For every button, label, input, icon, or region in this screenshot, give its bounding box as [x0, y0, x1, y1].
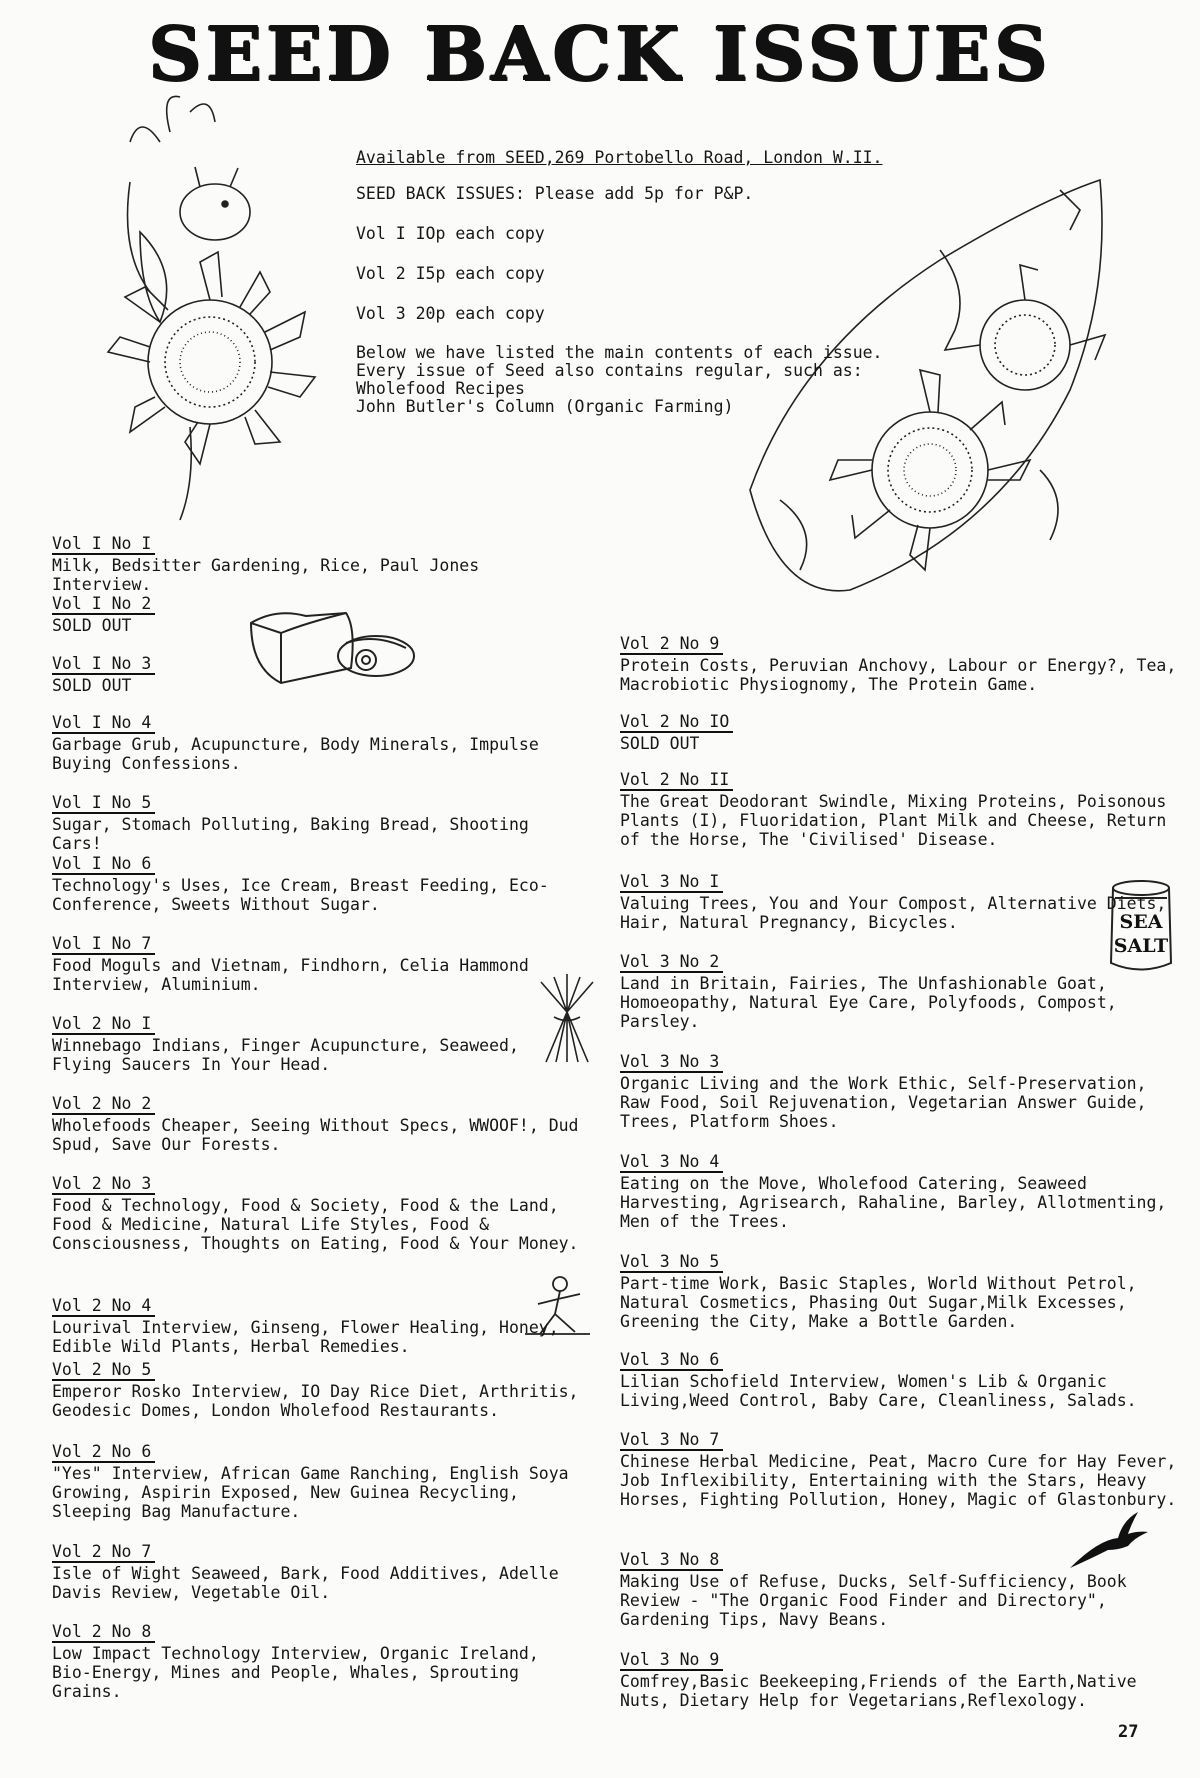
- issue-heading: Vol 3 No 2: [620, 952, 723, 973]
- issue-heading: Vol 3 No 6: [620, 1350, 723, 1371]
- issue-entry: [52, 534, 582, 594]
- issue-entry: [620, 1650, 1180, 1710]
- issue-entry: [620, 634, 1180, 694]
- issue-contents: Chinese Herbal Medicine, Peat, Macro Cure for Hay Fever, Job Inflexibility, Entertaining with the Stars, Heavy Horses, Fighting Pollution, Honey, Magic of Glastonbury.: [620, 1452, 1177, 1509]
- issue-contents: SOLD OUT: [52, 616, 132, 635]
- issue-heading: Vol 2 No 2: [52, 1094, 155, 1115]
- issue-entry: [620, 770, 1180, 849]
- issue-entry: [52, 654, 582, 695]
- issue-contents: Garbage Grub, Acupuncture, Body Minerals, Impulse Buying Confessions.: [52, 735, 539, 773]
- issue-entry: [620, 1430, 1180, 1509]
- issue-contents: Organic Living and the Work Ethic, Self-Preservation, Raw Food, Soil Rejuvenation, Vegetarian Answer Guide, Trees, Platform Shoes.: [620, 1074, 1147, 1131]
- issue-contents: Wholefoods Cheaper, Seeing Without Specs, WWOOF!, Dud Spud, Save Our Forests.: [52, 1116, 579, 1154]
- issue-entry: [52, 854, 582, 914]
- sea-salt-label-top: SEA: [1119, 911, 1163, 933]
- issue-heading: Vol 2 No 4: [52, 1296, 155, 1317]
- issue-heading: Vol 2 No 9: [620, 634, 723, 655]
- issue-heading: Vol I No 5: [52, 793, 155, 814]
- issue-contents: Eating on the Move, Wholefood Catering, Seaweed Harvesting, Agrisearch, Rahaline, Barley, Allotmenting, Men of the Trees.: [620, 1174, 1167, 1231]
- issue-contents: Comfrey,Basic Beekeeping,Friends of the Earth,Native Nuts, Dietary Help for Vegetarians,Reflexology.: [620, 1672, 1137, 1710]
- issue-contents: Technology's Uses, Ice Cream, Breast Feeding, Eco-Conference, Sweets Without Sugar.: [52, 876, 549, 914]
- issue-heading: Vol I No 4: [52, 713, 155, 734]
- page-title: SEED BACK ISSUES: [148, 12, 1052, 98]
- order-address: Available from SEED,269 Portobello Road, London W.II.: [356, 148, 883, 167]
- issue-entry: [52, 1622, 582, 1701]
- issue-heading: Vol 3 No 4: [620, 1152, 723, 1173]
- issue-contents: Land in Britain, Fairies, The Unfashionable Goat, Homoeopathy, Natural Eye Care, Polyfoods, Compost, Parsley.: [620, 974, 1117, 1031]
- issue-contents: Emperor Rosko Interview, IO Day Rice Diet, Arthritis, Geodesic Domes, London Wholefood Restaurants.: [52, 1382, 579, 1420]
- sunflower-rabbit-illustration: [100, 92, 330, 522]
- issue-heading: Vol I No 6: [52, 854, 155, 875]
- issue-heading: Vol 3 No I: [620, 872, 723, 893]
- issue-heading: Vol 3 No 5: [620, 1252, 723, 1273]
- issue-contents: "Yes" Interview, African Game Ranching, English Soya Growing, Aspirin Exposed, New Guinea Recycling, Sleeping Bag Manufacture.: [52, 1464, 569, 1521]
- issue-heading: Vol I No 3: [52, 654, 155, 675]
- issue-entry: [52, 1094, 582, 1154]
- page-number: 27: [1118, 1722, 1139, 1742]
- issue-contents: Sugar, Stomach Polluting, Baking Bread, Shooting Cars!: [52, 815, 529, 853]
- issue-heading: Vol 3 No 7: [620, 1430, 723, 1451]
- issue-heading: Vol I No 7: [52, 934, 155, 955]
- issue-entry: [620, 1550, 1180, 1629]
- sea-salt-label-bottom: SALT: [1113, 935, 1169, 957]
- issue-heading: Vol 2 No II: [620, 770, 733, 791]
- contents-note-line: Below we have listed the main contents of each issue.: [356, 343, 883, 362]
- contents-note-line: Wholefood Recipes: [356, 379, 525, 398]
- issue-entry: [52, 1174, 582, 1253]
- contents-note-line: Every issue of Seed also contains regular, such as:: [356, 361, 863, 380]
- issue-entry: [620, 1152, 1180, 1231]
- issue-entry: [620, 1350, 1180, 1410]
- issue-heading: Vol 2 No 8: [52, 1622, 155, 1643]
- issue-entry: [52, 1542, 582, 1602]
- postage-note: SEED BACK ISSUES: Please add 5p for P&P.: [356, 184, 754, 203]
- issue-entry: [52, 1296, 582, 1356]
- issue-contents: Protein Costs, Peruvian Anchovy, Labour or Energy?, Tea, Macrobiotic Physiognomy, The Protein Game.: [620, 656, 1177, 694]
- issue-entry: [620, 1052, 1180, 1131]
- issue-entry: [52, 1014, 582, 1074]
- issue-heading: Vol 2 No IO: [620, 712, 733, 733]
- issue-contents: Valuing Trees, You and Your Compost, Alternative Diets, Hair, Natural Pregnancy, Bicycles.: [620, 894, 1167, 932]
- issue-contents: Lilian Schofield Interview, Women's Lib & Organic Living,Weed Control, Baby Care, Cleanliness, Salads.: [620, 1372, 1137, 1410]
- issue-heading: Vol I No I: [52, 534, 155, 555]
- issue-heading: Vol 3 No 3: [620, 1052, 723, 1073]
- issue-entry: [620, 1252, 1180, 1331]
- issue-contents: Food Moguls and Vietnam, Findhorn, Celia Hammond Interview, Aluminium.: [52, 956, 529, 994]
- issue-entry: [620, 952, 1180, 1031]
- issue-contents: SOLD OUT: [52, 676, 132, 695]
- issue-entry: [620, 872, 1180, 932]
- contents-note-line: John Butler's Column (Organic Farming): [356, 397, 734, 416]
- intro-block: [356, 148, 916, 416]
- issue-heading: Vol 2 No I: [52, 1014, 155, 1035]
- issue-entry: [52, 1360, 582, 1420]
- issue-contents: Lourival Interview, Ginseng, Flower Healing, Honey, Edible Wild Plants, Herbal Remedies.: [52, 1318, 559, 1356]
- issue-contents: Milk, Bedsitter Gardening, Rice, Paul Jones Interview.: [52, 556, 480, 594]
- issue-contents: Food & Technology, Food & Society, Food & the Land, Food & Medicine, Natural Life Styles, Food & Consciousness, Thoughts on Eating, Food & Your Money.: [52, 1196, 579, 1253]
- issue-contents: Making Use of Refuse, Ducks, Self-Sufficiency, Book Review - "The Organic Food Finder and Directory", Gardening Tips, Navy Beans.: [620, 1572, 1127, 1629]
- issue-heading: Vol 2 No 7: [52, 1542, 155, 1563]
- issue-entry: [620, 712, 1180, 753]
- issue-contents: Isle of Wight Seaweed, Bark, Food Additives, Adelle Davis Review, Vegetable Oil.: [52, 1564, 559, 1602]
- issue-heading: Vol 3 No 8: [620, 1550, 723, 1571]
- price-vol-2: Vol 2 I5p each copy: [356, 264, 545, 283]
- issue-entry: [52, 1442, 582, 1521]
- issue-entry: [52, 934, 582, 994]
- issue-contents: Part-time Work, Basic Staples, World Without Petrol, Natural Cosmetics, Phasing Out Sugar,Milk Excesses, Greening the City, Make a Bottle Garden.: [620, 1274, 1137, 1331]
- issue-heading: Vol 3 No 9: [620, 1650, 723, 1671]
- issue-heading: Vol 2 No 6: [52, 1442, 155, 1463]
- issue-contents: SOLD OUT: [620, 734, 700, 753]
- price-vol-1: Vol I IOp each copy: [356, 224, 545, 243]
- issue-entry: [52, 594, 582, 635]
- issue-contents: Winnebago Indians, Finger Acupuncture, Seaweed, Flying Saucers In Your Head.: [52, 1036, 519, 1074]
- issue-entry: [52, 793, 582, 853]
- issue-heading: Vol 2 No 5: [52, 1360, 155, 1381]
- price-vol-3: Vol 3 20p each copy: [356, 304, 545, 323]
- issue-heading: Vol I No 2: [52, 594, 155, 615]
- issue-heading: Vol 2 No 3: [52, 1174, 155, 1195]
- issue-entry: [52, 713, 582, 773]
- issue-contents: The Great Deodorant Swindle, Mixing Proteins, Poisonous Plants (I), Fluoridation, Plant Milk and Cheese, Return of the Horse, The 'Civilised' Disease.: [620, 792, 1167, 849]
- issue-contents: Low Impact Technology Interview, Organic Ireland, Bio-Energy, Mines and People, Whales, Sprouting Grains.: [52, 1644, 539, 1701]
